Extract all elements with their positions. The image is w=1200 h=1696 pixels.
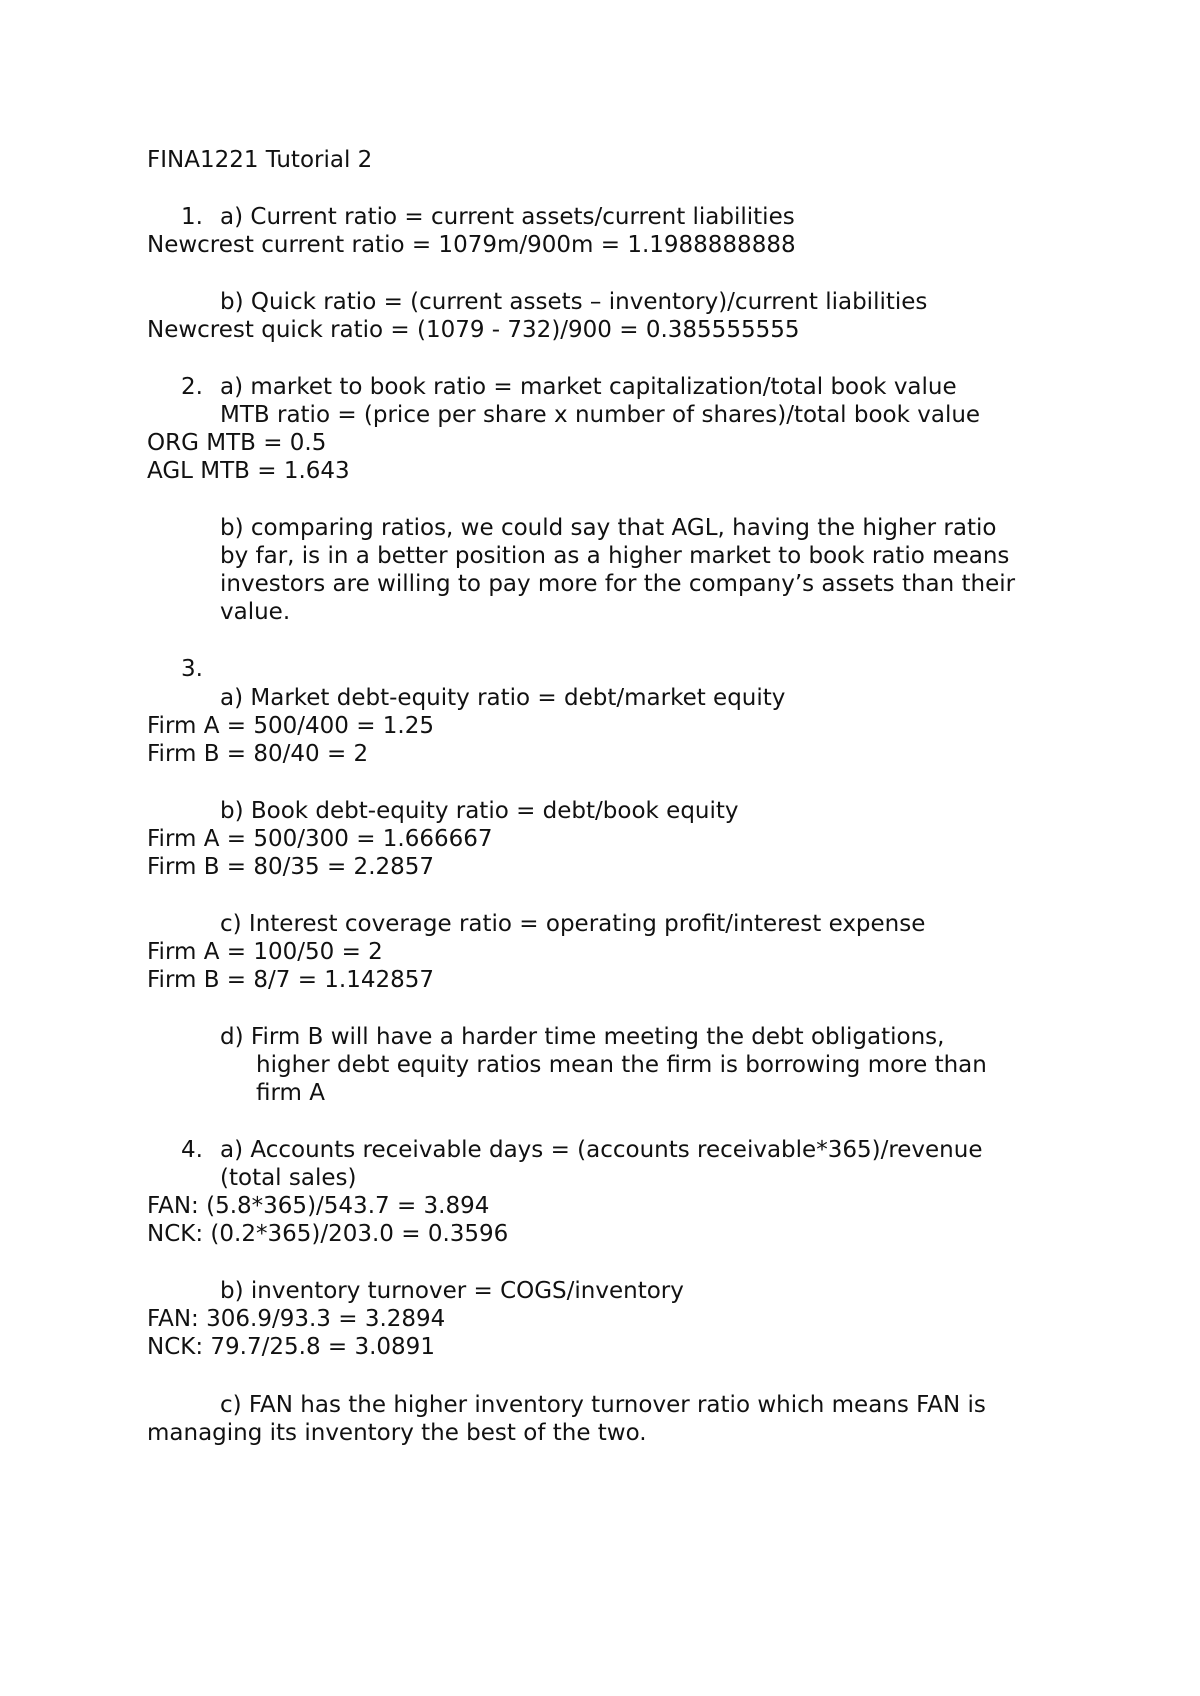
q2-agl-mtb: AGL MTB = 1.643 (147, 458, 350, 484)
q4-a-label-cont: (total sales) (220, 1165, 357, 1191)
q4-b-fan: FAN: 306.9/93.3 = 3.2894 (147, 1306, 446, 1332)
q3-a-label: a) Market debt-equity ratio = debt/market equity (220, 685, 786, 711)
q2-b-line: b) comparing ratios, we could say that AGL, having the higher ratio (220, 515, 997, 541)
q3-d-line: firm A (256, 1080, 325, 1106)
q1-a-answer: Newcrest current ratio = 1079m/900m = 1.1988888888 (147, 232, 796, 258)
q3-a-firm-b: Firm B = 80/40 = 2 (147, 741, 369, 767)
q3-b-label: b) Book debt-equity ratio = debt/book equity (220, 798, 739, 824)
q4-b-label: b) inventory turnover = COGS/inventory (220, 1278, 684, 1304)
document-title: FINA1221 Tutorial 2 (147, 147, 373, 173)
q1-b-answer: Newcrest quick ratio = (1079 - 732)/900 = 0.385555555 (147, 317, 800, 343)
q3-b-firm-b: Firm B = 80/35 = 2.2857 (147, 854, 435, 880)
q1-a-label: a) Current ratio = current assets/current liabilities (220, 204, 795, 230)
q2-org-mtb: ORG MTB = 0.5 (147, 430, 327, 456)
q2-a-label: a) market to book ratio = market capitalization/total book value (220, 374, 957, 400)
q2-a-formula: MTB ratio = (price per share x number of shares)/total book value (220, 402, 981, 428)
q3-c-firm-a: Firm A = 100/50 = 2 (147, 939, 383, 965)
q4-a-nck: NCK: (0.2*365)/203.0 = 0.3596 (147, 1221, 509, 1247)
q2-b-line: by far, is in a better position as a higher market to book ratio means (220, 543, 1010, 569)
q3-b-firm-a: Firm A = 500/300 = 1.666667 (147, 826, 493, 852)
q4-a-fan: FAN: (5.8*365)/543.7 = 3.894 (147, 1193, 490, 1219)
q1-number: 1. (181, 204, 203, 230)
q1-b-label: b) Quick ratio = (current assets – inventory)/current liabilities (220, 289, 928, 315)
q3-d-line: higher debt equity ratios mean the firm is borrowing more than (256, 1052, 987, 1078)
q3-number: 3. (181, 656, 203, 682)
q4-a-label: a) Accounts receivable days = (accounts receivable*365)/revenue (220, 1137, 983, 1163)
q4-number: 4. (181, 1137, 203, 1163)
q3-d-line: d) Firm B will have a harder time meeting the debt obligations, (220, 1024, 945, 1050)
q3-c-firm-b: Firm B = 8/7 = 1.142857 (147, 967, 435, 993)
q4-c-line1: c) FAN has the higher inventory turnover ratio which means FAN is (220, 1392, 986, 1418)
q3-a-firm-a: Firm A = 500/400 = 1.25 (147, 713, 434, 739)
q3-c-label: c) Interest coverage ratio = operating profit/interest expense (220, 911, 926, 937)
q4-c-line2: managing its inventory the best of the two. (147, 1420, 647, 1446)
q2-b-line: value. (220, 599, 291, 625)
q2-number: 2. (181, 374, 203, 400)
q2-b-line: investors are willing to pay more for the company’s assets than their (220, 571, 1016, 597)
q4-b-nck: NCK: 79.7/25.8 = 3.0891 (147, 1334, 435, 1360)
